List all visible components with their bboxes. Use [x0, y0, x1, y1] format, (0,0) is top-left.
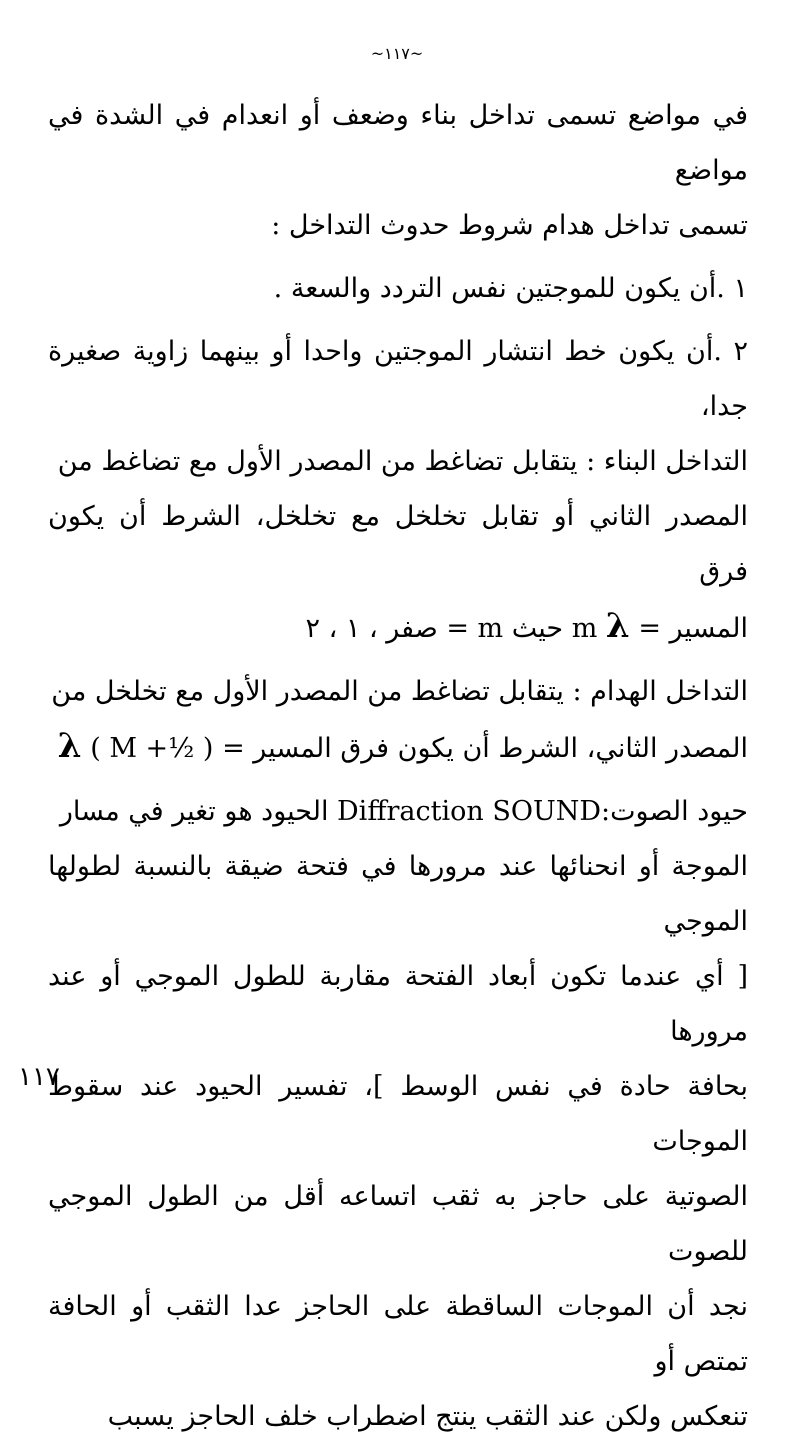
paragraph-destructive-interference [48, 664, 748, 776]
formula-prefix: المسير = m [571, 613, 748, 644]
paragraph-condition-1 [48, 261, 748, 316]
page-header-number: ~١١٧~ [370, 44, 424, 63]
text-line: ١ .أن يكون للموجتين نفس التردد والسعة . [273, 273, 748, 304]
text-line: ٢ .أن يكون خط انتشار الموجتين واحدا أو بينهما زاوية صغيرة جدا، [48, 336, 748, 422]
page-body [48, 88, 748, 1452]
formula-line [48, 599, 748, 656]
text-line: حيود الصوت:Diffraction SOUND الحيود هو تغير في مسار [59, 796, 748, 827]
page-footer-number: ١١٧ [18, 1062, 60, 1092]
text-line: التداخل الهدام : يتقابل تضاغط من المصدر الأول مع تخلخل من [51, 676, 748, 707]
text-line: المصدر الثاني أو تقابل تخلخل مع تخلخل، الشرط أن يكون فرق [48, 501, 748, 587]
paragraph-interference-intro [48, 88, 748, 253]
text-line: الموجة أو انحنائها عند مرورها في فتحة ضيقة بالنسبة لطولها الموجي [48, 851, 748, 937]
formula-line [48, 719, 748, 776]
formula-suffix: حيث m = صفر ، ١ ، ٢ [305, 613, 564, 644]
formula-expression: ( M +½ ) [90, 733, 214, 764]
text-line: في مواضع تسمى تداخل بناء وضعف أو انعدام في الشدة في مواضع [48, 100, 748, 186]
paragraph-constructive-interference [48, 324, 748, 656]
formula-prefix: المصدر الثاني، الشرط أن يكون فرق المسير = [222, 733, 748, 764]
lambda-symbol: λ [57, 726, 82, 766]
text-line: الصوتية على حاجز به ثقب اتساعه أقل من الطول الموجي للصوت [48, 1181, 748, 1267]
text-line: [ أي عندما تكون أبعاد الفتحة مقاربة للطول الموجي أو عند مرورها [48, 961, 748, 1047]
text-line: تنعكس ولكن عند الثقب ينتج اضطراب خلف الحاجز يسبب [107, 1401, 748, 1432]
text-line: تسمى تداخل هدام شروط حدوث التداخل : [271, 210, 748, 241]
paragraph-sound-diffraction [48, 784, 748, 1444]
text-line: نجد أن الموجات الساقطة على الحاجز عدا الثقب أو الحافة تمتص أو [48, 1291, 748, 1377]
lambda-symbol: λ [605, 606, 630, 646]
text-line: التداخل البناء : يتقابل تضاغط من المصدر الأول مع تضاغط من [57, 446, 748, 477]
text-line: بحافة حادة في نفس الوسط ]، تفسير الحيود عند سقوط الموجات [48, 1071, 748, 1157]
